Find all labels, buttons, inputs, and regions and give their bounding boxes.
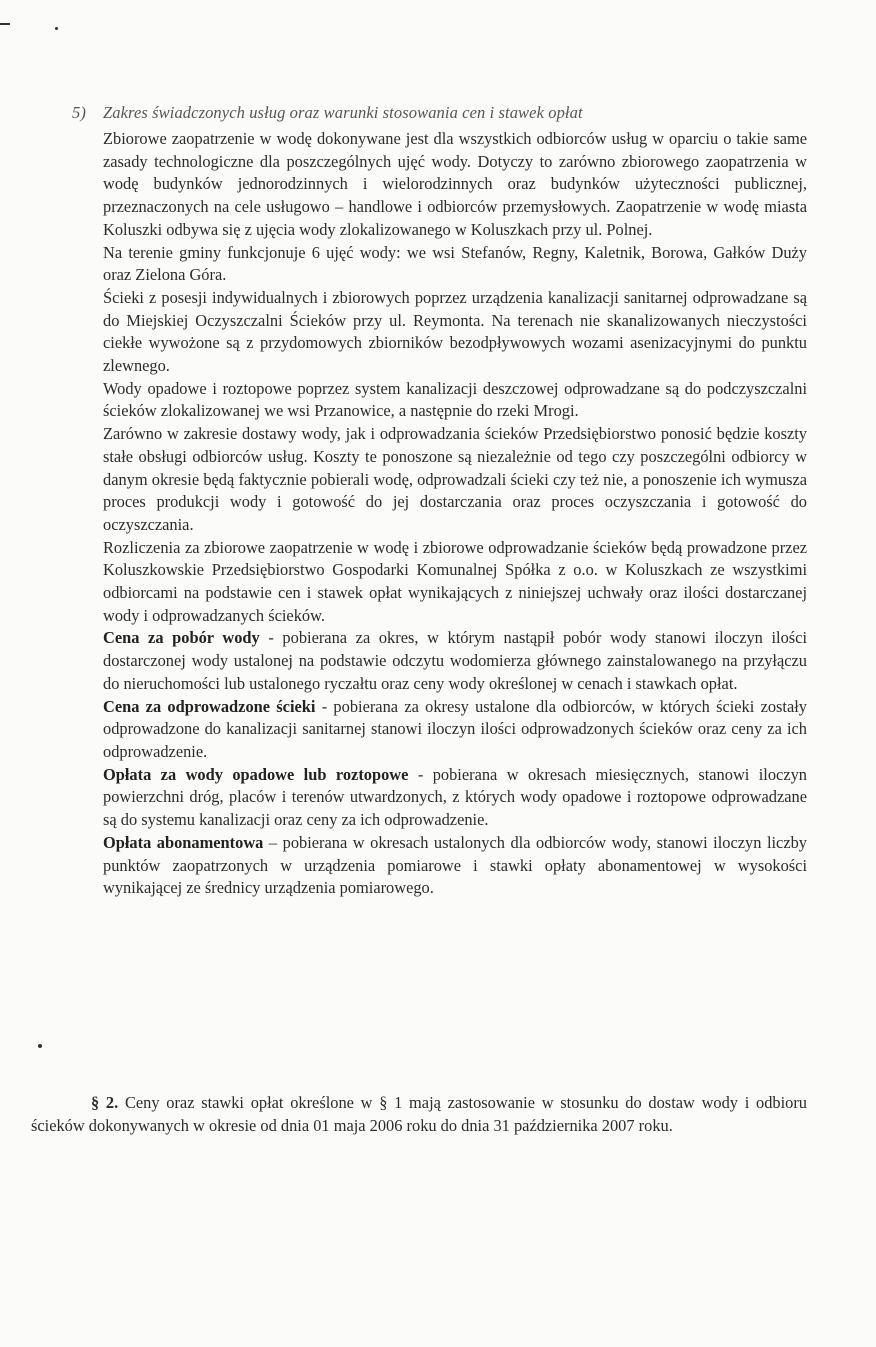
paragraph <box>103 378 807 423</box>
paragraph-text: Wody opadowe i roztopowe poprzez system kanalizacji deszczowej odprowadzane są do podczyszczalni ścieków zlokalizowanej we wsi Przanowice, a następnie do rzeki Mrogi. <box>103 378 807 421</box>
paragraph-text: Zbiorowe zaopatrzenie w wodę dokonywane jest dla wszystkich odbiorców usług w oparciu o takie same zasady technologiczne dla poszczególnych ujęć wody. Dotyczy to zarówno zbiorowego zaopatrzenia w wodę budynków jednorodzinnych i wielorodzinnych oraz budynków użyteczności publicznej, przeznaczonych na cele usługowo – handlowe i odbiorców przemysłowych. Zaopatrzenie w wodę miasta Koluszki odbywa się z ujęcia wody zlokalizowanego w Koluszkach przy ul. Polnej. <box>103 129 807 239</box>
term-label: Cena za pobór wody <box>103 628 260 648</box>
paragraph <box>103 764 807 832</box>
section-2 <box>31 1092 807 1137</box>
document-body <box>103 128 807 900</box>
term-label: Cena za odprowadzone ścieki <box>103 696 316 716</box>
section-number: § 2. <box>91 1093 119 1112</box>
section-heading <box>72 103 832 123</box>
paragraph <box>103 537 807 628</box>
term-label: Opłata za wody opadowe lub roztopowe <box>103 764 409 784</box>
paragraph-text: Rozliczenia za zbiorowe zaopatrzenie w wodę i zbiorowe odprowadzanie ścieków będą prowadzone przez Koluszkowskie Przedsiębiorstwo Gospodarki Komunalnej Spółka z o.o. w Koluszkach ze wszystkimi odbiorcami na podstawie cen i stawek opłat wynikających z niniejszej uchwały oraz ilości dostarczanej wody i odprowadzanych ścieków. <box>103 537 807 625</box>
paragraph-text: Na terenie gminy funkcjonuje 6 ujęć wody: we wsi Stefanów, Regny, Kaletnik, Borowa, Gałków Duży oraz Zielona Góra. <box>103 242 807 285</box>
paragraph <box>103 696 807 764</box>
scan-mark <box>0 23 10 25</box>
scan-mark <box>38 1044 42 1048</box>
paragraph-text: Ścieki z posesji indywidualnych i zbiorowych poprzez urządzenia kanalizacji sanitarnej odprowadzane są do Miejskiej Oczyszczalni Ścieków przy ul. Reymonta. Na terenach nie skanalizowanych nieczystości ciekłe wywożone są z przydomowych zbiorników bezodpływowych wozami asenizacyjnymi do punktu zlewnego. <box>103 287 807 376</box>
section-number: 5) <box>72 103 86 122</box>
paragraph-text: - pobierana za okres, w którym nastąpił pobór wody stanowi iloczyn ilości dostarczonej wody ustalonej na podstawie odczytu wodomierza głównego zainstalowanego na przyłączu do nieruchomości lub ustalonego ryczałtu oraz ceny wody określonej w cenach i stawkach opłat. <box>103 628 807 693</box>
paragraph-text: - pobierana za okresy ustalone dla odbiorców, w których ścieki zostały odprowadzone do kanalizacji sanitarnej stanowi iloczyn ilości odprowadzonych ścieków oraz ceny za ich odprowadzenie. <box>103 696 807 761</box>
paragraph <box>31 1092 807 1137</box>
paragraph <box>103 423 807 537</box>
paragraph <box>103 128 807 242</box>
paragraph <box>103 832 807 900</box>
paragraph <box>103 242 807 287</box>
paragraph-text: Ceny oraz stawki opłat określone w § 1 mają zastosowanie w stosunku do dostaw wody i odbioru ścieków dokonywanych w okresie od dnia 01 maja 2006 roku do dnia 31 października 2007 roku. <box>31 1093 807 1135</box>
paragraph-text: Zarówno w zakresie dostawy wody, jak i odprowadzania ścieków Przedsiębiorstwo ponosić będzie koszty stałe obsługi odbiorców usług. Koszty te ponoszone są niezależnie od tego czy poszczególni odbiorcy w danym okresie będą faktycznie pobierali wodę, odprowadzali ścieki czy też nie, a ponoszenie ich wymusza proces produkcji wody i gotowość do jej dostarczania oraz proces oczyszczania i gotowość do oczyszczania. <box>103 424 807 534</box>
paragraph-text: – pobierana w okresach ustalonych dla odbiorców wody, stanowi iloczyn liczby punktów zaopatrzonych w urządzenia pomiarowe i stawki opłaty abonamentowej w wysokości wynikającej ze średnicy urządzenia pomiarowego. <box>103 832 807 898</box>
scan-mark <box>55 27 58 30</box>
section-title: Zakres świadczonych usług oraz warunki stosowania cen i stawek opłat <box>103 103 583 122</box>
paragraph <box>103 627 807 695</box>
term-label: Opłata abonamentowa <box>103 832 264 852</box>
paragraph <box>103 287 807 378</box>
paragraph-text: - pobierana w okresach miesięcznych, stanowi iloczyn powierzchni dróg, placów i terenów utwardzonych, z których wody opadowe i roztopowe odprowadzane są do systemu kanalizacji oraz ceny za ich odprowadzenie. <box>103 764 808 830</box>
